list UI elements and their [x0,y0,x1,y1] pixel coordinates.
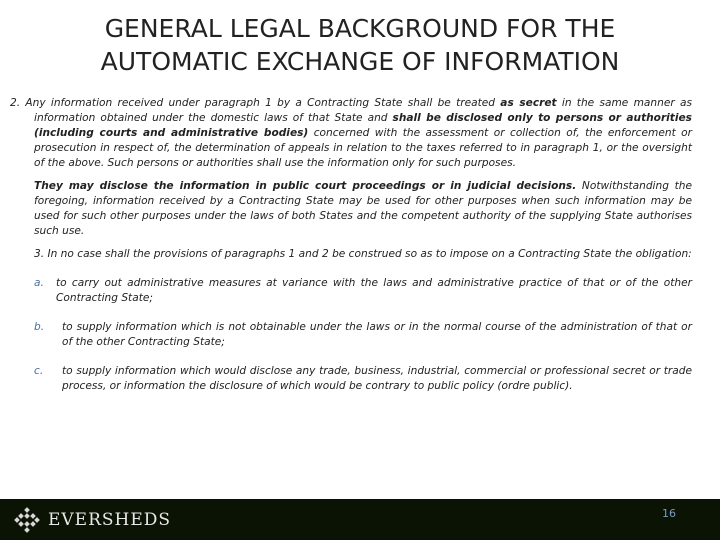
slide-title [0,12,720,78]
footer-bar [0,499,720,540]
para2-bold-secret: as secret [500,97,557,109]
eversheds-logo-icon [14,507,40,533]
para2b-bold: They may disclose the information in public court proceedings or in judicial decisions. [34,180,577,192]
paragraph-2 [10,96,692,171]
paragraph-2-continued [10,179,692,239]
list-marker: a. [34,277,44,289]
list-item [10,364,692,394]
paragraph-3: 3. In no case shall the provisions of paragraphs 1 and 2 be construed so as to impose on a Contracting State the obligation: [34,248,692,260]
title-line-2: AUTOMATIC EXCHANGE OF INFORMATION [100,47,620,76]
list-item [10,320,692,350]
para2-text-1: 2. Any information received under paragraph 1 by a Contracting State shall be treated [10,97,501,109]
eversheds-logo [14,507,171,533]
para2-text-2: in the same manner as information obtained under the domestic laws of that State and [34,97,692,124]
para2-text-3: concerned with the assessment or collection of, the enforcement or prosecution in respect of, the determination of appeals in relation to the taxes referred to in paragraph 1, or the oversight of the above. Such persons or authorities shall use the information only for such purposes. [34,127,692,169]
para2b-text: Notwithstanding the foregoing, information received by a Contracting State may be used for other purposes when such information may be used for such other purposes under the laws of both States and the competent authority of the supplying State authorises such use. [34,180,692,237]
list-item-text: to supply information which is not obtainable under the laws or in the normal course of the administration of that or of the other Contracting State; [62,321,692,348]
list-item-text: to carry out administrative measures at variance with the laws and administrative practice of that or of the other Contracting State; [56,277,692,304]
list-marker: b. [34,321,45,333]
list-item-text: to supply information which would disclose any trade, business, industrial, commercial or professional secret or trade process, or information the disclosure of which would be contrary to public policy (ordre public). [62,365,692,392]
title-line-1: GENERAL LEGAL BACKGROUND FOR THE [104,14,616,43]
para2-bold-disclosure: shall be disclosed only to persons or authorities (including courts and administrative bodies) [34,112,692,139]
list-item [10,276,692,306]
list-marker: c. [34,365,44,377]
page-number: 16 [662,507,676,520]
brand-name: EVERSHEDS [48,510,172,530]
slide-body [10,96,692,394]
